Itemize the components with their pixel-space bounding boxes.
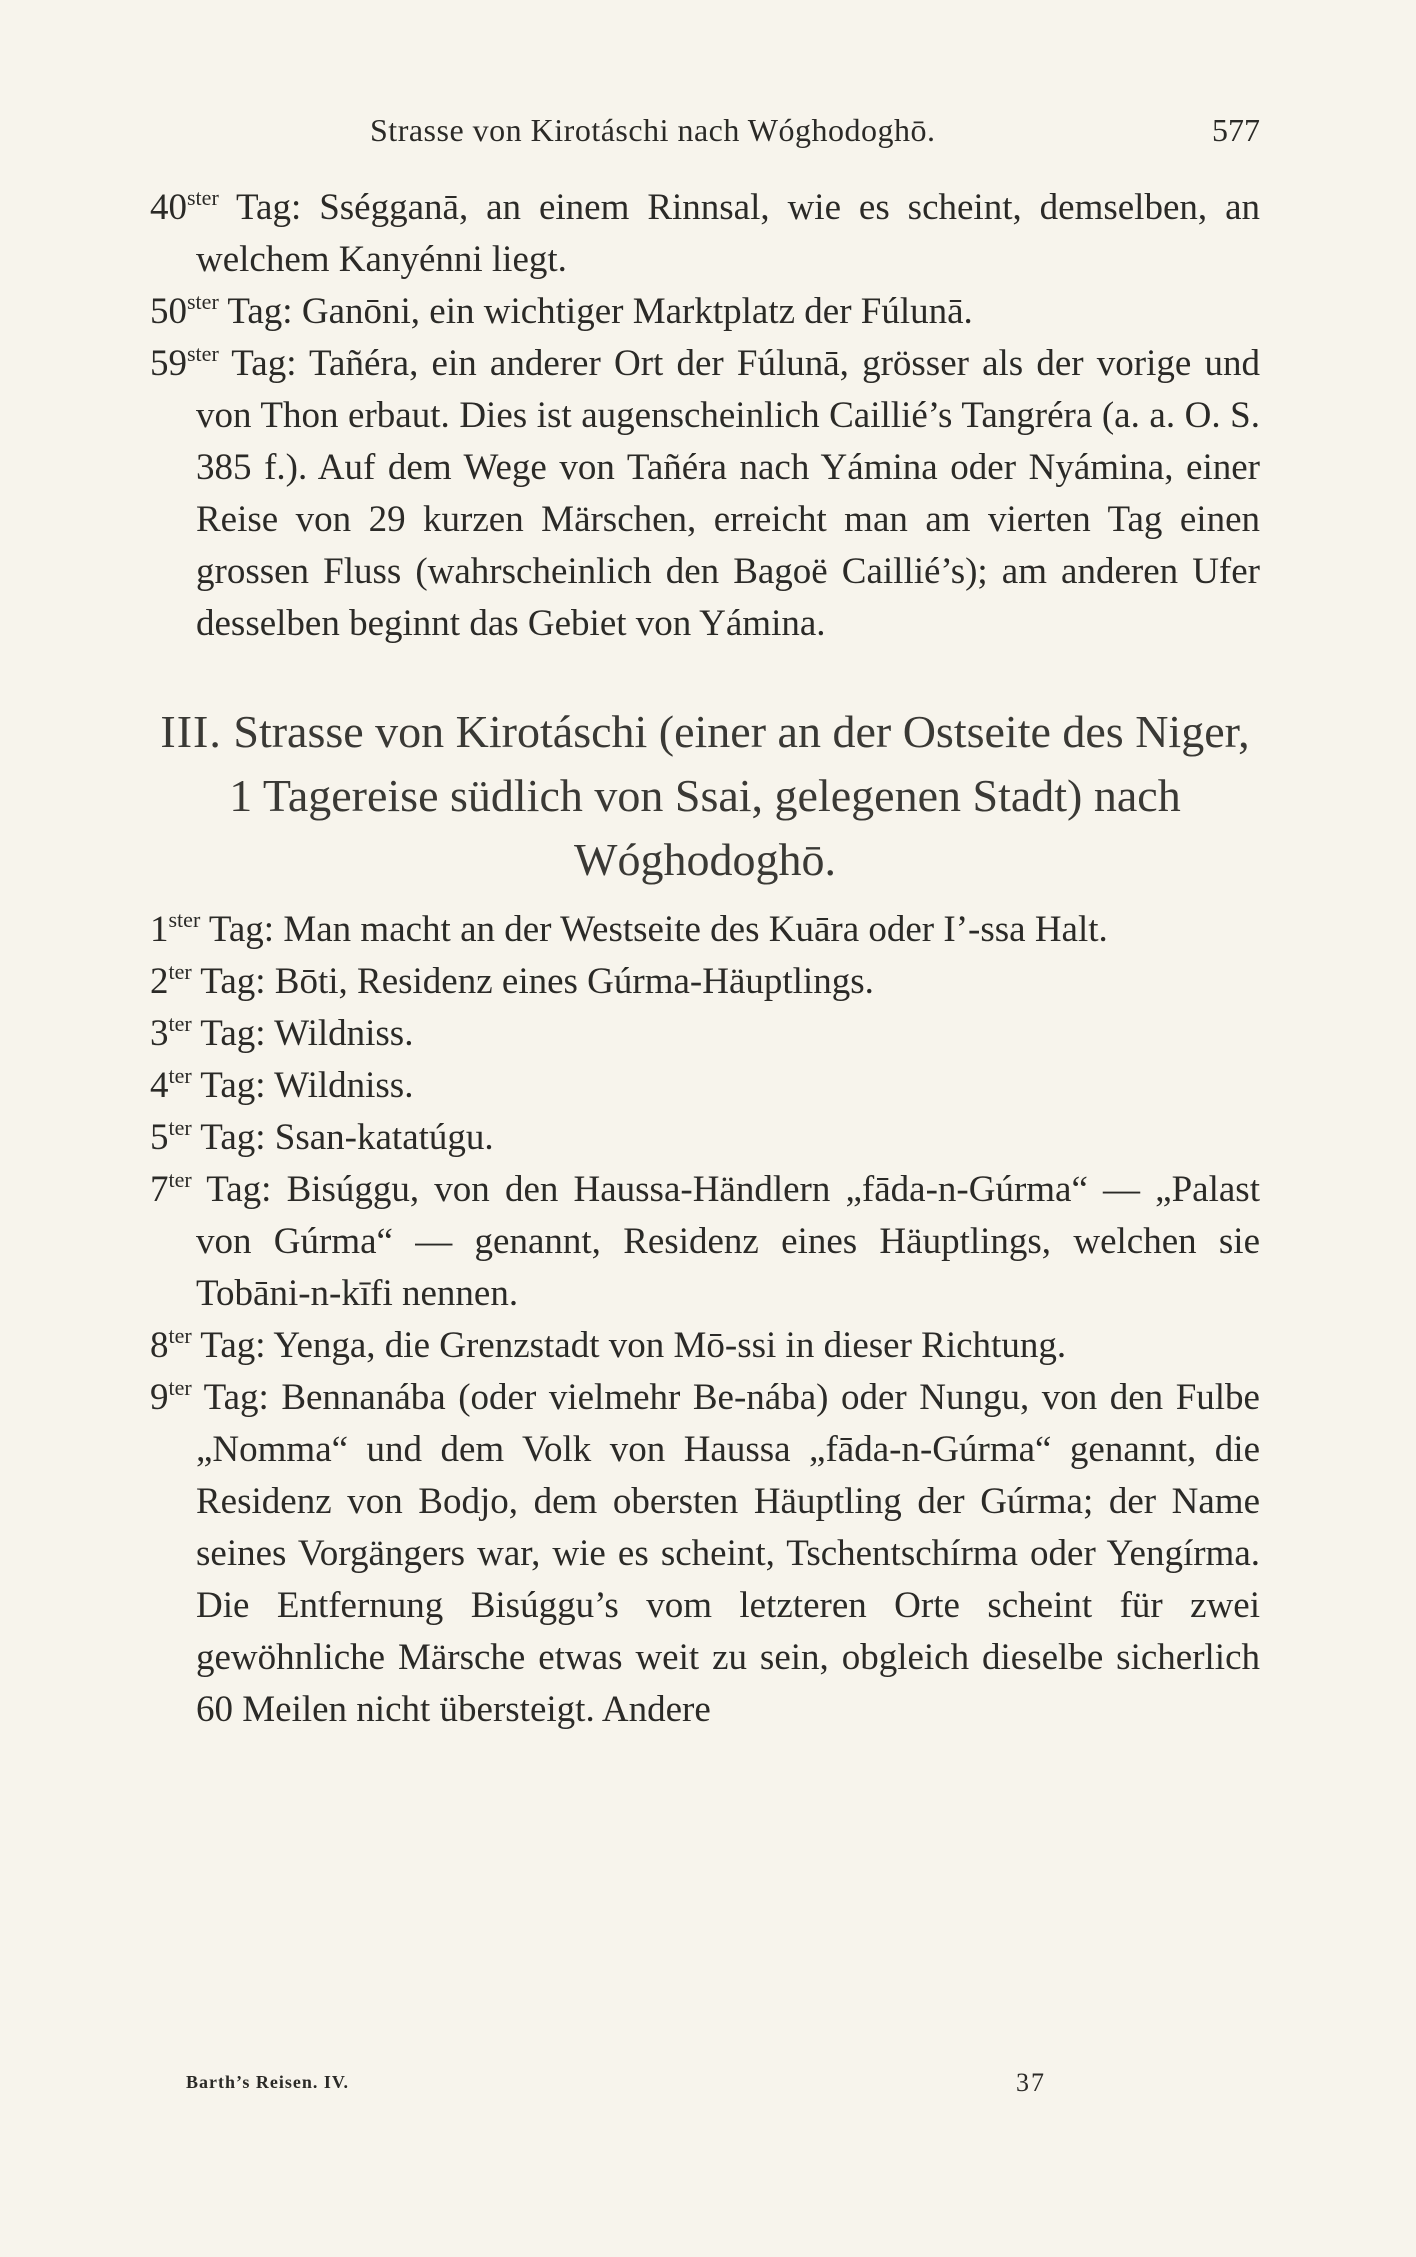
day-word: Tag: (236, 187, 302, 228)
ordinal-suffix: ter (168, 1115, 192, 1140)
ordinal-suffix: ster (168, 907, 201, 932)
day-description: Ssan-katatúgu. (274, 1117, 494, 1158)
printer-signature: Barth’s Reisen. IV. (186, 2072, 350, 2092)
day-number: 3 (150, 1013, 169, 1054)
day-word: Tag: (200, 961, 266, 1002)
itinerary-continuation (150, 182, 1260, 650)
day-label (150, 291, 293, 332)
day-label (150, 343, 297, 384)
day-word: Tag: (200, 1117, 266, 1158)
day-label (150, 1013, 266, 1054)
day-entry (150, 338, 1260, 650)
itinerary-section-iii (150, 904, 1260, 1736)
day-description: Ganōni, ein wichtiger Marktplatz der Fúlunā. (301, 291, 973, 332)
day-description: Bennanába (oder vielmehr Be-nába) oder Nungu, von den Fulbe „Nomma“ und dem Volk von Haussa „fāda-n-Gúrma“ genannt, die Residenz von Bodjo, dem obersten Häuptling der Gúrma; der Name seines Vorgängers war, wie es scheint, Tschentschírma oder Yengírma. Die Entfernung Bisúggu’s vom letzteren Orte scheint für zwei gewöhnliche Märsche etwas weit zu sein, obgleich dieselbe sicherlich 60 Meilen nicht übersteigt. Andere (196, 1377, 1260, 1730)
day-description: Tañéra, ein anderer Ort der Fúlunā, grösser als der vorige und von Thon erbaut. Dies ist augenscheinlich Caillié’s Tangréra (a. a. O. S. 385 f.). Auf dem Wege von Tañéra nach Yámina oder Nyámina, einer Reise von 29 kurzen Märschen, erreicht man am vierten Tag einen grossen Fluss (wahrscheinlich den Bagoë Caillié’s); am anderen Ufer desselben beginnt das Gebiet von Yámina. (196, 343, 1260, 644)
day-label (150, 1117, 266, 1158)
ordinal-suffix: ter (168, 1375, 192, 1400)
ordinal-suffix: ter (168, 959, 192, 984)
page-header (190, 112, 1260, 156)
day-entry (150, 956, 1260, 1008)
day-entry (150, 904, 1260, 956)
day-label (150, 1169, 271, 1210)
day-entry (150, 1112, 1260, 1164)
running-title: Strasse von Kirotáschi nach Wóghodoghō. (370, 112, 936, 148)
ordinal-suffix: ter (168, 1063, 192, 1088)
day-number: 5 (150, 1117, 169, 1158)
day-entry (150, 1164, 1260, 1320)
day-number: 8 (150, 1325, 169, 1366)
day-word: Tag: (206, 1169, 272, 1210)
day-number: 2 (150, 961, 169, 1002)
ordinal-suffix: ster (187, 289, 219, 314)
day-description: Bisúggu, von den Haussa-Händlern „fāda-n-Gúrma“ — „Palast von Gúrma“ — genannt, Residenz eines Häuptlings, welchen sie Tobāni-n-kīfi nennen. (196, 1169, 1260, 1314)
day-description: Bōti, Residenz eines Gúrma-Häuptlings. (274, 961, 874, 1002)
day-label (150, 1377, 269, 1418)
ordinal-suffix: ter (168, 1167, 192, 1192)
day-entry (150, 286, 1260, 338)
day-number: 4 (150, 1065, 169, 1106)
day-number: 59 (150, 343, 187, 384)
page-footer (186, 2068, 1066, 2104)
day-number: 7 (150, 1169, 169, 1210)
day-entry (150, 1320, 1260, 1372)
day-description: Sségganā, an einem Rinnsal, wie es scheint, demselben, an welchem Kanyénni liegt. (196, 187, 1260, 280)
signature-mark: 37 (1016, 2068, 1046, 2097)
day-entry (150, 1372, 1260, 1736)
day-word: Tag: (200, 1065, 266, 1106)
day-number: 1 (150, 909, 169, 950)
day-description: Yenga, die Grenzstadt von Mō-ssi in dieser Richtung. (273, 1325, 1067, 1366)
day-word: Tag: (231, 343, 297, 384)
day-label (150, 1325, 266, 1366)
day-word: Tag: (200, 1325, 266, 1366)
day-label (150, 187, 301, 228)
ordinal-suffix: ter (168, 1323, 192, 1348)
ordinal-suffix: ter (168, 1011, 192, 1036)
page-number: 577 (1212, 112, 1260, 148)
day-label (150, 961, 266, 1002)
day-entry (150, 182, 1260, 286)
day-description: Wildniss. (274, 1065, 414, 1106)
ordinal-suffix: ster (187, 341, 219, 366)
section-heading (150, 700, 1260, 892)
day-description: Man macht an der Westseite des Kuāra oder I’-ssa Halt. (283, 909, 1108, 950)
day-word: Tag: (203, 1377, 269, 1418)
day-word: Tag: (227, 291, 293, 332)
section-title: Strasse von Kirotáschi (einer an der Ostseite des Niger, 1 Tagereise südlich von Ssai, gelegenen Stadt) nach Wóghodoghō. (229, 706, 1250, 885)
day-number: 40 (150, 187, 187, 228)
day-word: Tag: (200, 1013, 266, 1054)
section-number: III. (160, 706, 222, 757)
ordinal-suffix: ster (187, 185, 219, 210)
page-body (150, 182, 1260, 1736)
day-label (150, 909, 274, 950)
day-number: 9 (150, 1377, 169, 1418)
day-number: 50 (150, 291, 187, 332)
day-label (150, 1065, 266, 1106)
day-word: Tag: (208, 909, 275, 950)
day-entry (150, 1008, 1260, 1060)
day-entry (150, 1060, 1260, 1112)
day-description: Wildniss. (274, 1013, 414, 1054)
